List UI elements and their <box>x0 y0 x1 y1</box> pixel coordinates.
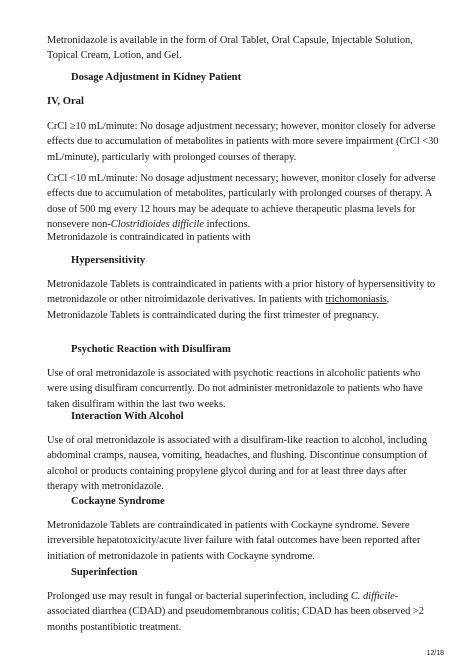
hypersensitivity-text: Metronidazole Tablets is contraindicated in patients with a prior history of hypersensitivity to metronidazole or other nitroimidazole derivatives. In patients with <box>47 279 436 306</box>
cockayne-paragraph: Metronidazole Tablets are contraindicated in patients with Cockayne syndrome. Severe irreversible hepatotoxicity/acute liver failure with fatal outcomes have been reported after initiation of metronidazole in patients with Cockayne syndrome. <box>47 520 421 562</box>
hypersensitivity-paragraph <box>47 277 439 323</box>
superinfection-heading: Superinfection <box>71 567 138 578</box>
superinfection-text-end: -associated diarrhea (CDAD) and pseudomembranous colitis; CDAD has been observed >2 months postantibiotic treatment. <box>47 591 424 633</box>
hypersensitivity-heading: Hypersensitivity <box>71 255 146 266</box>
crcl-low-paragraph <box>47 171 439 233</box>
organism-abbrev: C. difficile <box>350 591 395 602</box>
page-number: 12/18 <box>426 650 444 657</box>
alcohol-paragraph: Use of oral metronidazole is associated with a disulfiram-like reaction to alcohol, including abdominal cramps, nausea, vomiting, headaches, and flushing. Discontinue consumption of alcohol or products containing propylene glycol during and for at least three days after therapy with metronidazole. <box>47 435 428 493</box>
disulfiram-paragraph: Use of oral metronidazole is associated with psychotic reactions in alcoholic patients who were using disulfiram concurrently. Do not administer metronidazole to patients who have taken disulfiram within the last two weeks. <box>47 368 423 410</box>
cockayne-heading: Cockayne Syndrome <box>71 496 165 507</box>
crcl-high-paragraph: CrCl ≥10 mL/minute: No dosage adjustment necessary; however, monitor closely for adverse effects due to accumulation of metabolites in patients with more severe impairment (CrCl <30 mL/minute), particularly with prolonged courses of therapy. <box>47 121 439 163</box>
alcohol-heading: Interaction With Alcohol <box>71 411 184 422</box>
superinfection-paragraph <box>47 589 439 635</box>
intro-paragraph: Metronidazole is available in the form of Oral Tablet, Oral Capsule, Injectable Solution, Topical Cream, Lotion, and Gel. <box>47 35 413 62</box>
organism-name: Clostridioides difficile <box>110 219 204 231</box>
hypersensitivity-text-end: , Metronidazole Tablets is contraindicated during the first trimester of pregnancy. <box>47 294 390 321</box>
crcl-low-text-end: infections. <box>204 219 251 231</box>
crcl-low-text: CrCl <10 mL/minute: No dosage adjustment necessary; however, monitor closely for adverse effects due to accumulation of metabolites, particularly with prolonged courses of therapy. A dose of 500 mg every 12 hours may be adequate to achieve therapeutic plasma levels for nonsevere non- <box>47 173 436 231</box>
contraindicated-intro: Metronidazole is contraindicated in patients with <box>47 232 251 243</box>
route-heading: IV, Oral <box>47 96 84 107</box>
trichomoniasis-link[interactable]: trichomoniasis <box>325 294 387 306</box>
dosage-adjustment-heading: Dosage Adjustment in Kidney Patient <box>71 72 242 83</box>
superinfection-text: Prolonged use may result in fungal or bacterial superinfection, including <box>47 591 351 602</box>
disulfiram-heading: Psychotic Reaction with Disulfiram <box>71 344 231 355</box>
